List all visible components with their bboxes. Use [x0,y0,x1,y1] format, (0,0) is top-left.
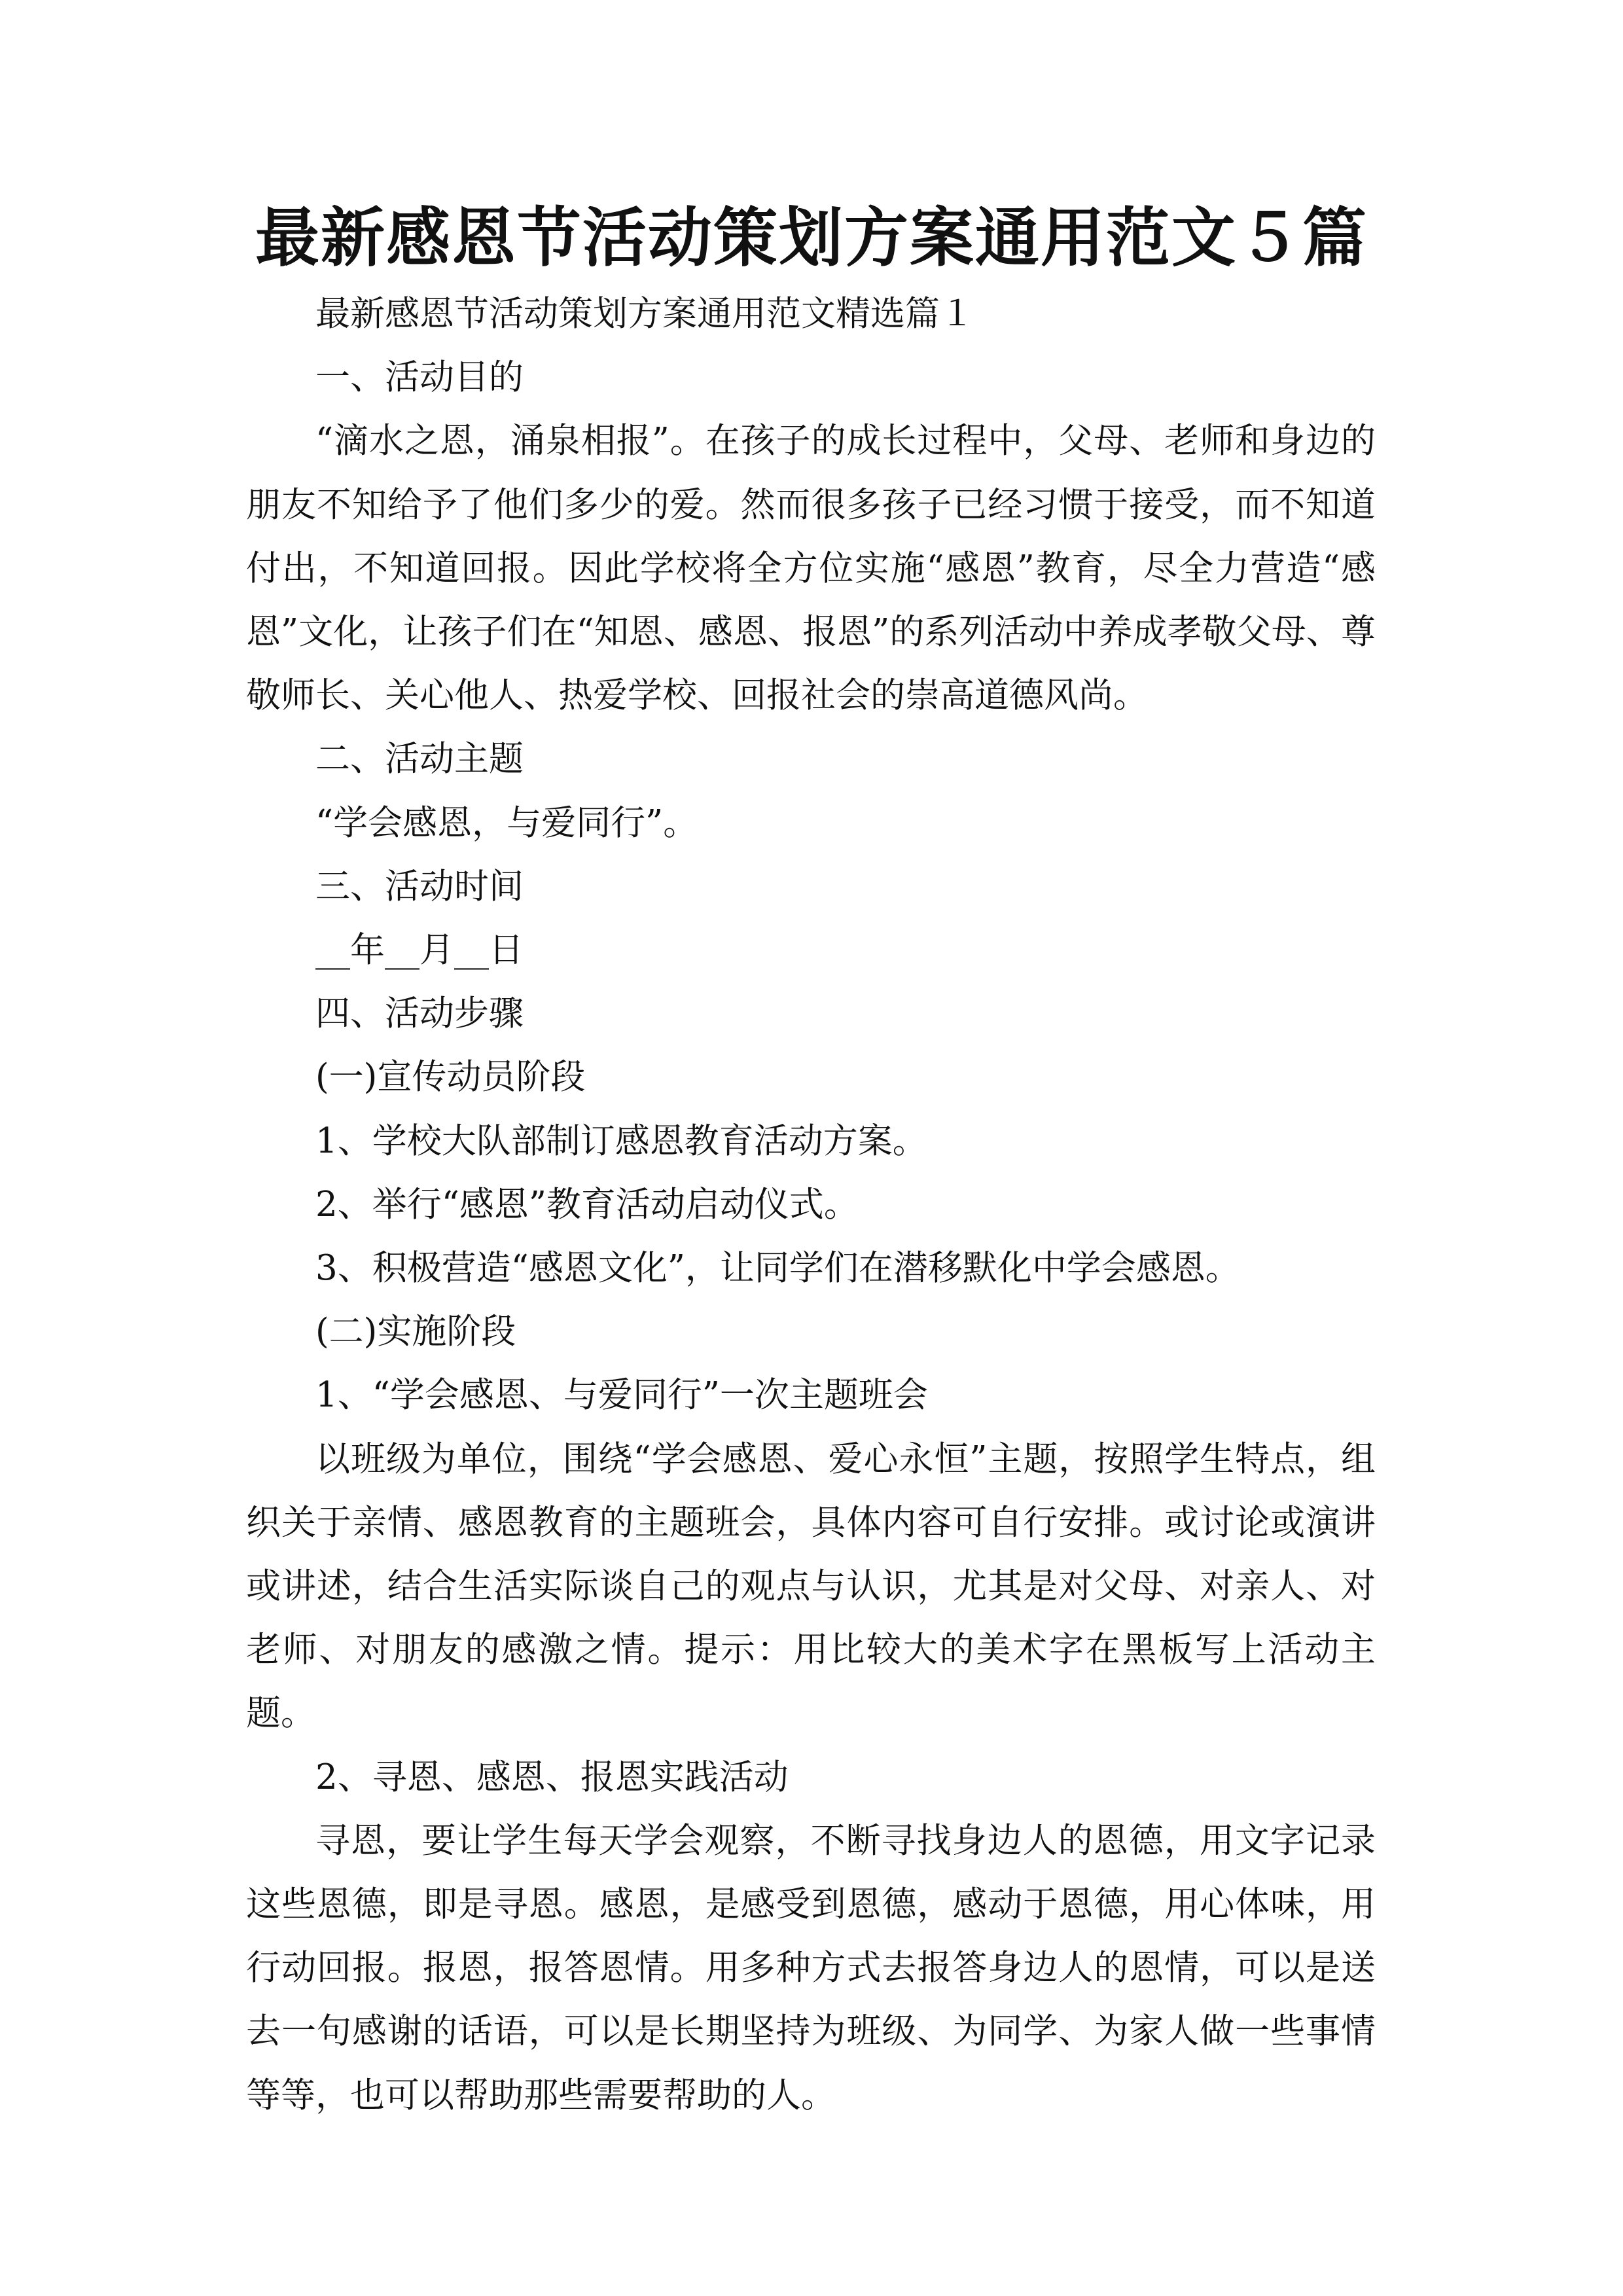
list-item: 1、学校大队部制订感恩教育活动方案。 [315,1121,927,1161]
section-heading: 一、活动目的 [315,357,524,398]
paragraph: “学会感恩，与爱同行”。 [315,802,698,843]
subsection-heading: (一)宣传动员阶段 [315,1057,586,1098]
subsection-heading: (二)实施阶段 [315,1312,516,1352]
paragraph: __年__月__日 [315,930,524,971]
list-item: 1、“学会感恩、与爱同行”一次主题班会 [315,1375,928,1416]
document-title: 最新感恩节活动策划方案通用范文５篇 [255,200,1368,276]
list-item: 2、举行“感恩”教育活动启动仪式。 [315,1184,859,1225]
paragraph: 以班级为单位，围绕“学会感恩、爱心永恒”主题，按照学生特点，组织关于亲情、感恩教育的主题班会，具体内容可自行安排。或讨论或演讲或讲述，结合生活实际谈自己的观点与认识，尤其是对父母、对亲人、对老师、对朋友的感激之情。提示：用比较大的美术字在黑板写上活动主题。 [246,1439,1376,1734]
paragraph: 寻恩，要让学生每天学会观察，不断寻找身边人的恩德，用文字记录这些恩德，即是寻恩。感恩，是感受到恩德，感动于恩德，用心体味，用行动回报。报恩，报答恩情。用多种方式去报答身边人的恩情，可以是送去一句感谢的话语，可以是长期坚持为班级、为同学、为家人做一些事情等等，也可以帮助那些需要帮助的人。 [246,1820,1376,2115]
document-body [246,282,1376,2127]
section-heading: 三、活动时间 [315,866,524,906]
section-heading: 四、活动步骤 [315,994,524,1034]
section-heading: 二、活动主题 [315,739,524,780]
list-item: 2、寻恩、感恩、报恩实践活动 [315,1757,789,1797]
paragraph: “滴水之恩，涌泉相报”。在孩子的成长过程中，父母、老师和身边的朋友不知给予了他们多少的爱。然而很多孩子已经习惯于接受，而不知道付出，不知道回报。因此学校将全方位实施“感恩”教育，尽全力营造“感恩”文化，让孩子们在“知恩、感恩、报恩”的系列活动中养成孝敬父母、尊敬师长、关心他人、热爱学校、回报社会的崇高道德风尚。 [246,421,1376,716]
subtitle: 最新感恩节活动策划方案通用范文精选篇１ [315,294,974,334]
list-item: 3、积极营造“感恩文化”，让同学们在潜移默化中学会感恩。 [315,1248,1240,1289]
